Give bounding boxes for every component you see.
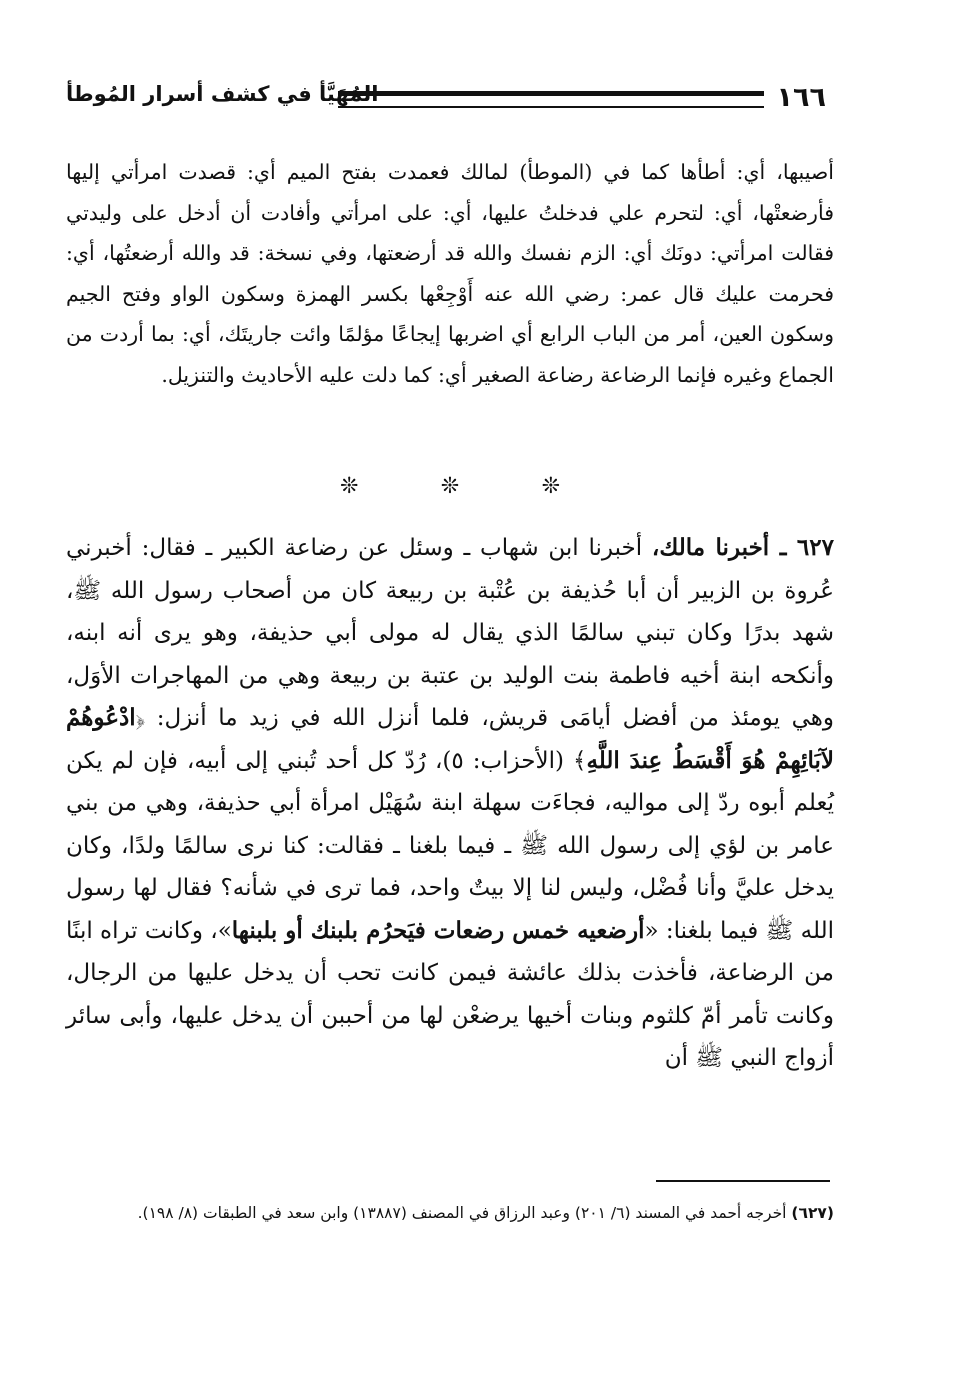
header-rule: [338, 91, 764, 108]
separator-ornament-icon: ❊: [340, 474, 359, 499]
hadith-text-part-3: »، وكانت تراه ابنًا من الرضاعة، فأخذت بذلك عائشة فيمن كانت تحب أن يدخل عليها من الرجال، وكانت تأمر أمّ كلثوم وبنات أخيها يرضعْن لها من أحببن أن يدخل عليها، وأبى سائر أزواج النبي ﷺ أن: [66, 917, 834, 1071]
footnote-text: أخرجه أحمد في المسند (٦/ ٢٠١) وعبد الرزاق في المصنف (١٣٨٨٧) وابن سعد في الطبقات (٨/ ١٩٨).: [137, 1204, 787, 1222]
hadith-text-part-2: ﴾ (الأحزاب: ٥)، رُدّ كل أحد تُبني إلى أبيه، فإن لم يكن يُعلم أبوه ردّ إلى مواليه، فجاءَت سهلة ابنة سُهَيْل امرأة أبي حذيفة، وهي من بني عامر بن لؤي إلى رسول الله ﷺ ـ فيما بلغنا ـ فقالت: كنا نرى سالمًا ولدًا، وكان يدخل عليَّ وأنا فُضْل، وليس لنا إلا بيتٌ واحد، فما ترى في شأنه؟ فقال لها رسول الله ﷺ فيما بلغنا: «: [66, 747, 834, 944]
book-title: المُهَيَّأ في كشف أسرار المُوطأ: [66, 82, 379, 106]
commentary-text: أصيبها، أي: أطأها كما في (الموطأ) لمالك فعمدت بفتح الميم أي: قصدت امرأتي إليها فأرضعتْها، أي: لتحرم علي فدخلتُ عليها، أي: على امرأتي وأفادت أن أدخل على وليدتي فقالت امرأتي: دونَك أي: الزم نفسك والله قد أرضعتها، وفي نسخة: قد والله أرضعتُها، أي: فحرمت عليك قال عمر: رضي الله عنه أَوْجِعْها بكسر الهمزة وسكون الواو وفتح الجيم وسكون العين، أمر من الباب الرابع أي اضربها إيجاعًا مؤلمًا وائت جاريتَك، أي: بما أردت من الجماع وغيره فإنما الرضاعة رضاعة الصغير أي: كما دلت عليه الأحاديث والتنزيل.: [66, 160, 834, 387]
hadith-paragraph: [66, 527, 834, 1080]
separator-ornament-icon: ❊: [440, 474, 460, 499]
separator-ornament-icon: ❊: [541, 474, 560, 499]
section-separator: [340, 474, 560, 499]
prophet-saying-quote: أرضعيه خمس رضعات فيَحرُم بلبنك أو بلبنها: [231, 916, 645, 944]
commentary-paragraph: [66, 152, 834, 395]
footnote-number: (٦٢٧): [791, 1204, 834, 1222]
page-header: [66, 78, 826, 118]
hadith-number-lead: ٦٢٧ ـ أخبرنا مالك،: [651, 534, 834, 561]
hadith-text-part-1: أخبرنا ابن شهاب ـ وسئل عن رضاعة الكبير ـ فقال: أخبرني عُروة بن الزبير أن أبا حُذيفة بن عُتْبة بن ربيعة كان من أصحاب رسول الله ﷺ، شهد بدرًا وكان تبني سالمًا الذي يقال له مولى أبي حذيفة، وهو يرى أنه ابنه، وأنكحه ابنة أخيه فاطمة بنت الوليد بن عتبة بن ربيعة وهي من المهاجرات الأوَل، وهي يومئذ من أفضل أيامَى قريش، فلما أنزل الله في زيد ما أنزل: ﴿: [66, 535, 834, 731]
footnote: [66, 1197, 834, 1230]
page-number: ١٦٦: [776, 82, 826, 113]
footnote-rule: [656, 1180, 830, 1182]
quran-quote: ادْعُوهُمْ لآبَائِهِمْ هُوَ أَقْسَطُ عِندَ اللَّهِ: [66, 704, 835, 774]
